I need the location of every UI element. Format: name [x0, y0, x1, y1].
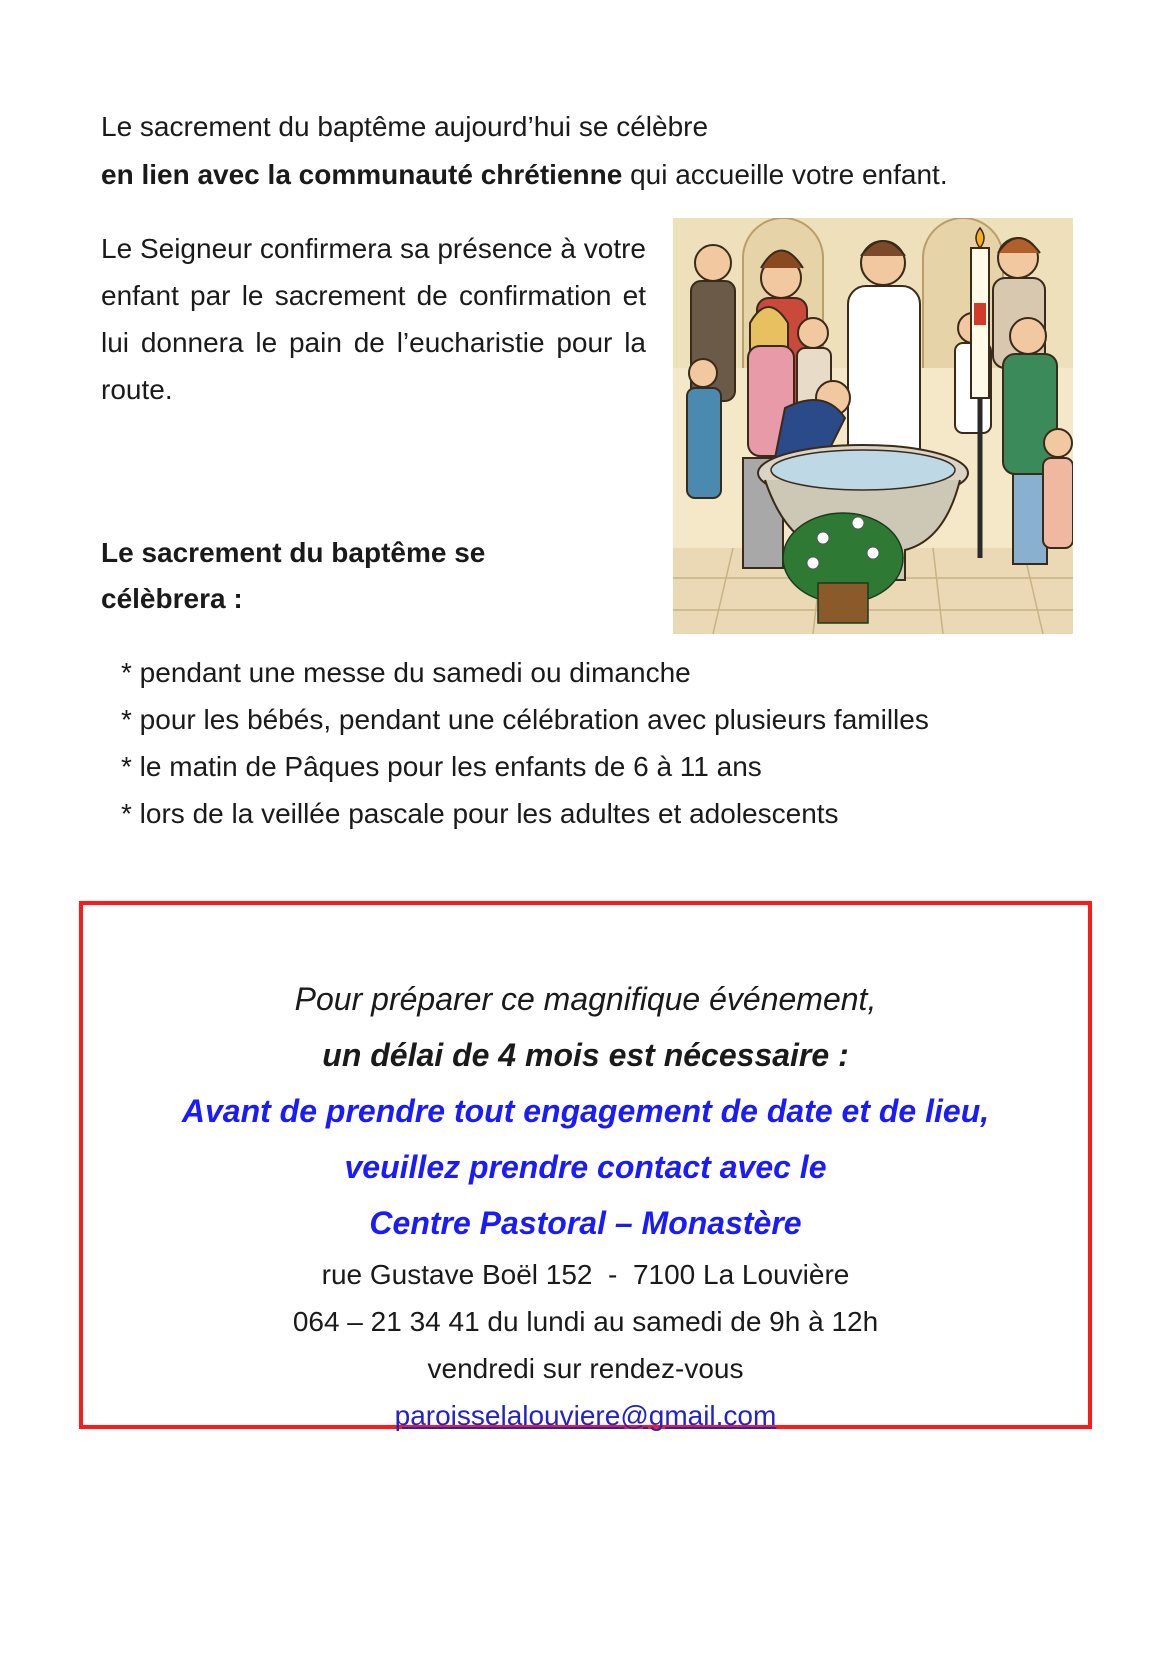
appointment-note: vendredi sur rendez-vous — [427, 1353, 744, 1384]
box-line-4: veuillez prendre contact avec le — [344, 1149, 827, 1185]
contact-box — [79, 901, 1092, 1429]
intro-text — [101, 103, 1081, 199]
box-line-1: Pour préparer ce magnifique événement, — [294, 981, 877, 1017]
celebration-list — [121, 649, 1121, 837]
celebration-heading: Le sacrement du baptême se célèbrera : — [101, 537, 486, 614]
intro-line-1: Le sacrement du baptême aujourd’hui se célèbre — [101, 111, 709, 142]
list-item: * pendant une messe du samedi ou dimanche — [121, 657, 691, 688]
address: rue Gustave Boël 152 - 7100 La Louvière — [321, 1259, 850, 1290]
box-line-5: Centre Pastoral – Monastère — [369, 1205, 802, 1241]
email-link[interactable]: paroisselalouviere@gmail.com — [394, 1400, 777, 1431]
phone-hours: 064 – 21 34 41 du lundi au samedi de 9h à 12h — [292, 1306, 879, 1337]
intro-line-2-rest: qui accueille votre enfant. — [622, 159, 948, 190]
contact-box-content — [83, 971, 1088, 1439]
list-item: * lors de la veillée pascale pour les adultes et adolescents — [121, 798, 839, 829]
box-line-2: un délai de 4 mois est nécessaire : — [322, 1037, 849, 1073]
list-item: * pour les bébés, pendant une célébration avec plusieurs familles — [121, 704, 929, 735]
baptism-illustration — [673, 218, 1073, 634]
intro-line-2 — [101, 151, 1081, 199]
list-item: * le matin de Pâques pour les enfants de 6 à 11 ans — [121, 751, 762, 782]
intro-emphasis: en lien avec la communauté chrétienne — [101, 159, 623, 190]
confirmation-paragraph: Le Seigneur confirmera sa présence à votre enfant par le sacrement de confirmation et lui donnera le pain de l’eucharistie pour la route. — [101, 233, 646, 405]
box-line-3: Avant de prendre tout engagement de date et de lieu, — [181, 1093, 990, 1129]
